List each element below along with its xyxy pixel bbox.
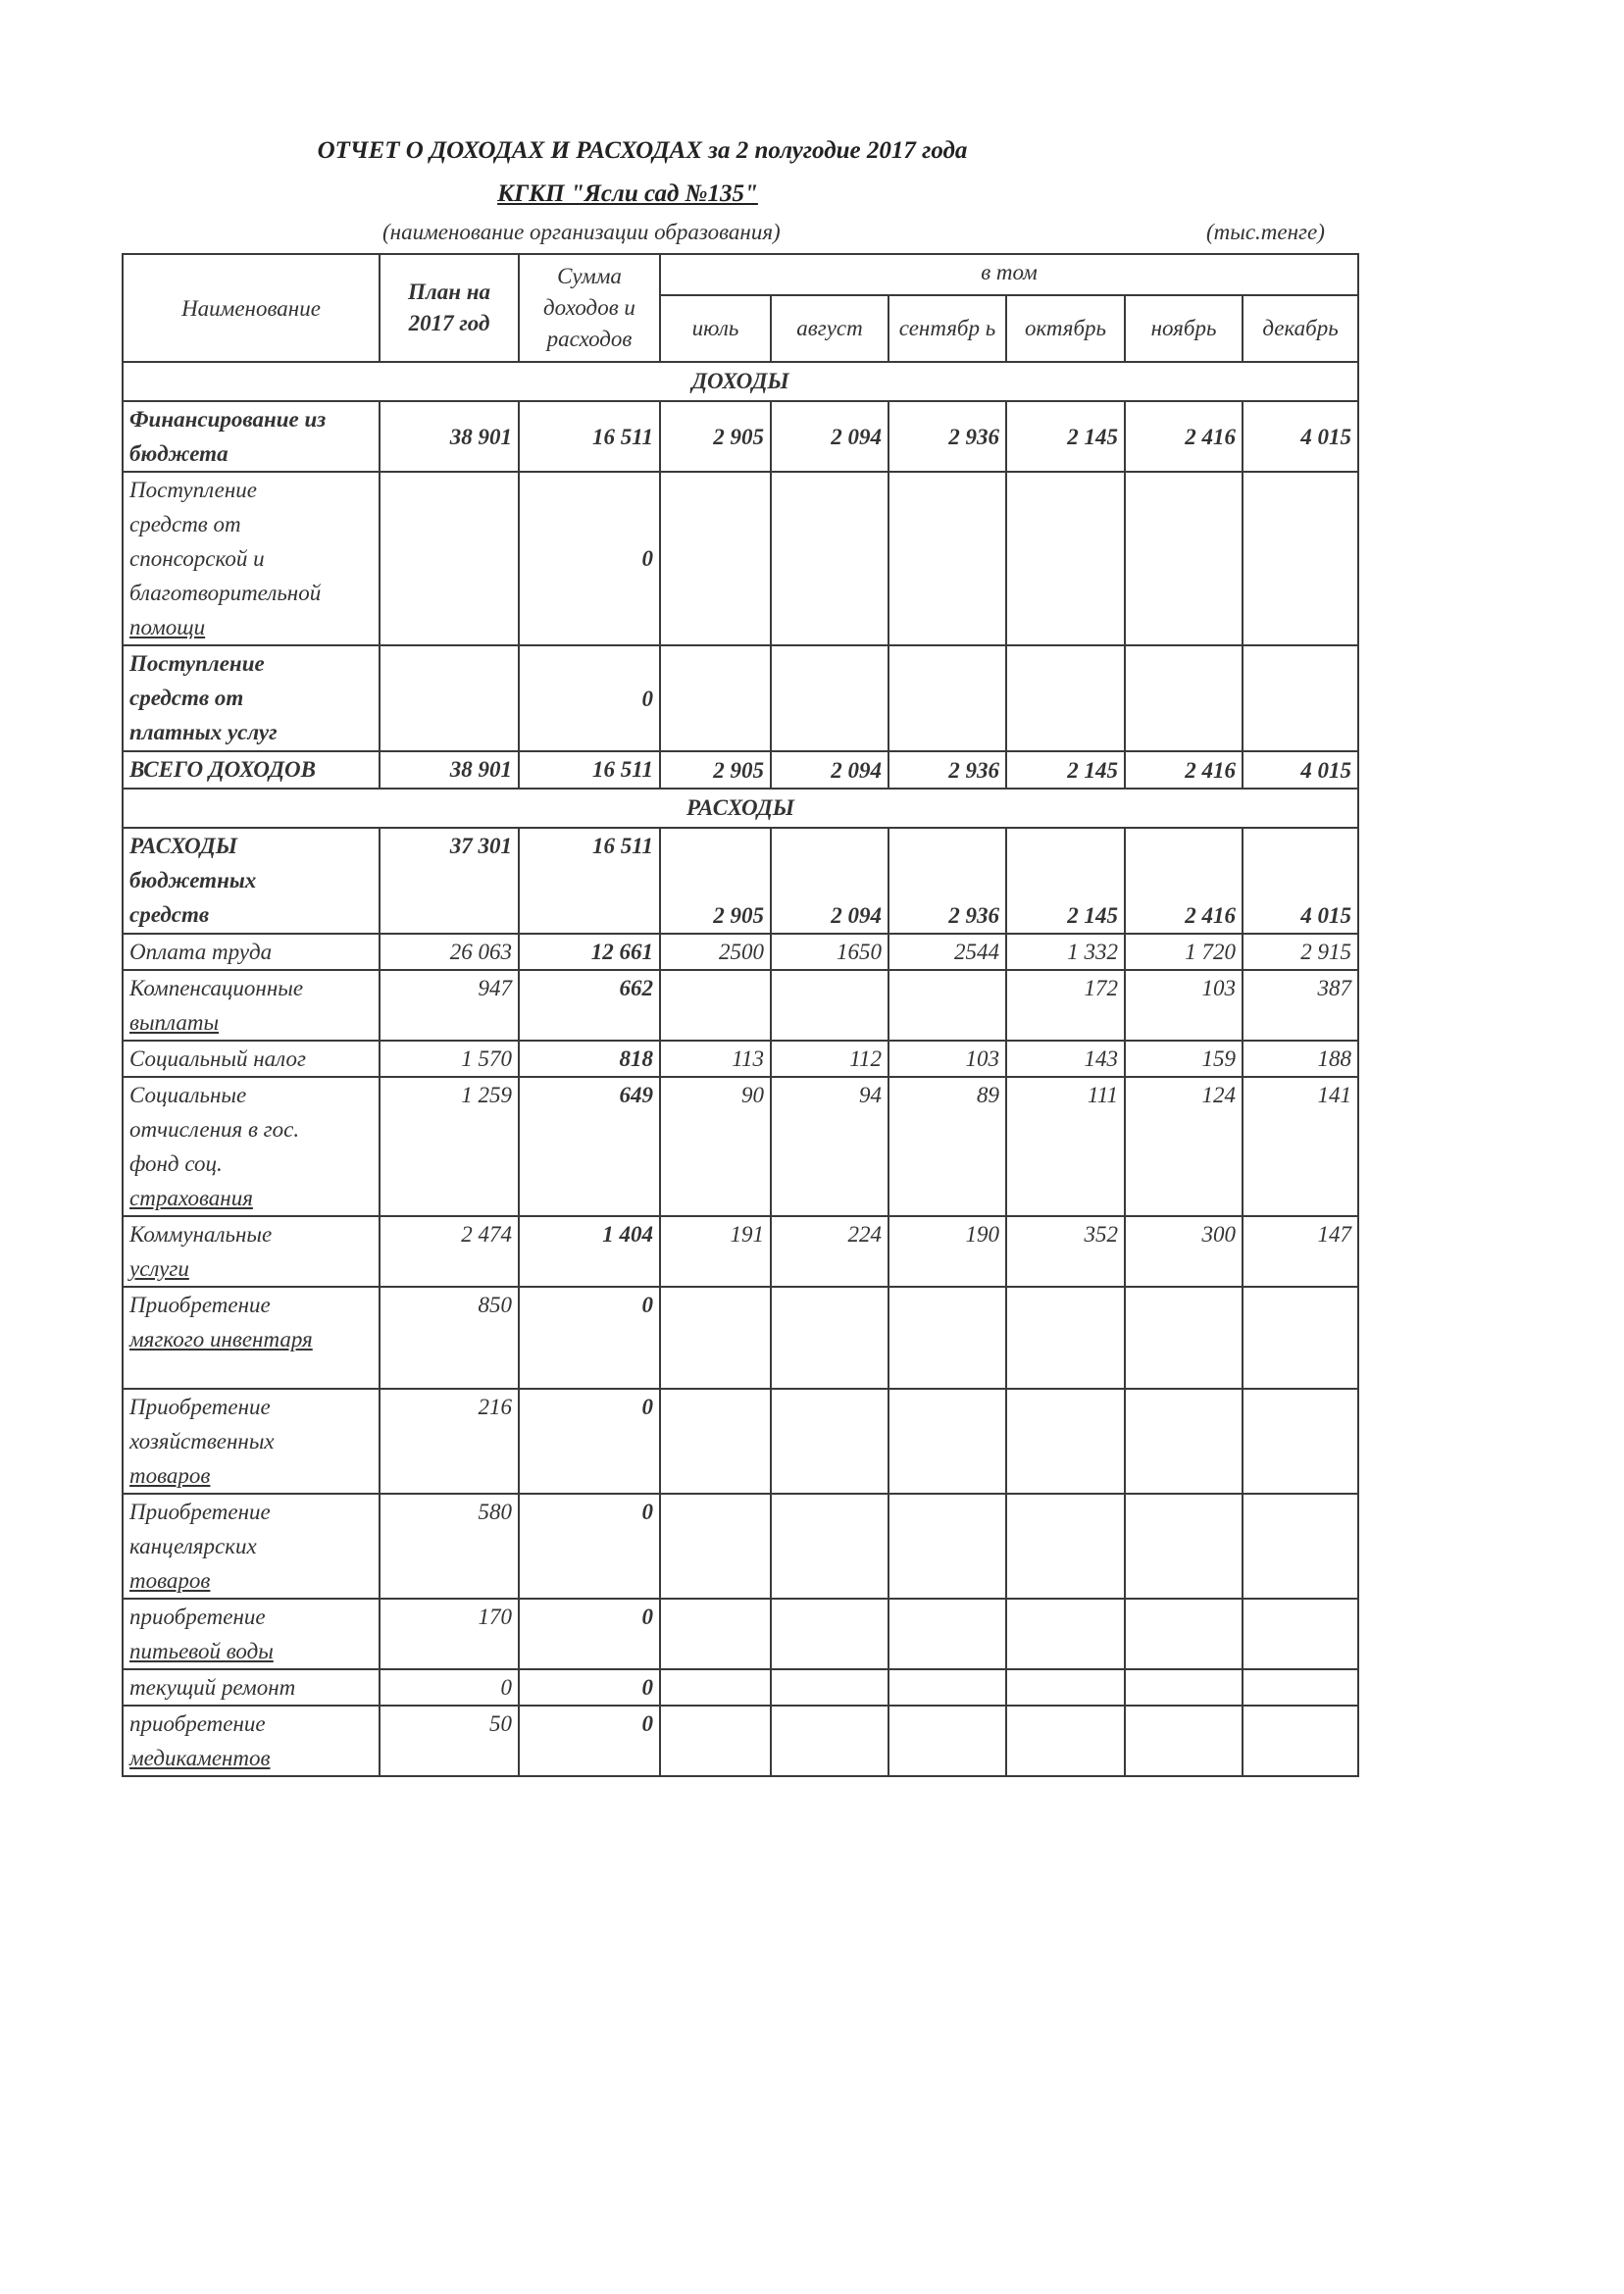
row-name-line: мягкого инвентаря (129, 1327, 313, 1351)
month-cell (1006, 1599, 1125, 1669)
month-cell (888, 1494, 1006, 1599)
row-name (123, 970, 380, 1041)
month-cell: 159 (1125, 1041, 1243, 1077)
month-cell: 2 145 (1006, 401, 1125, 472)
month-cell: 4 015 (1243, 751, 1358, 789)
row-name-line: канцелярских (129, 1534, 257, 1558)
row-name (123, 1494, 380, 1599)
month-cell (771, 1599, 888, 1669)
plan-cell: 947 (380, 970, 519, 1041)
row-name-line: приобретение (129, 1605, 266, 1629)
month-cell: 2 915 (1243, 934, 1358, 970)
plan-cell: 50 (380, 1706, 519, 1776)
header-month: ноябрь (1125, 295, 1243, 362)
row-name-line: средств (129, 902, 210, 927)
month-cell: 141 (1243, 1077, 1358, 1216)
row-name-line: Коммунальные (129, 1222, 273, 1247)
sum-cell: 16 511 (519, 401, 660, 472)
row-name-line: средств от (129, 686, 244, 710)
month-cell (1006, 1389, 1125, 1494)
row-name-line: медикаментов (129, 1746, 271, 1770)
row-name-line: средств от (129, 512, 241, 536)
sum-cell: 649 (519, 1077, 660, 1216)
month-cell: 112 (771, 1041, 888, 1077)
sum-cell: 16 511 (519, 751, 660, 789)
month-cell (771, 1706, 888, 1776)
row-name (123, 751, 380, 789)
sum-cell: 818 (519, 1041, 660, 1077)
month-cell (1006, 472, 1125, 645)
row-name-line: приобретение (129, 1711, 266, 1736)
row-name-line: товаров (129, 1463, 211, 1488)
row-name-line: помощи (129, 615, 206, 639)
month-cell: 2544 (888, 934, 1006, 970)
sum-cell: 12 661 (519, 934, 660, 970)
month-cell: 2 936 (888, 828, 1006, 934)
income-row (123, 645, 1358, 751)
report-table (122, 253, 1359, 1777)
row-name-line: РАСХОДЫ (129, 834, 238, 858)
row-name (123, 934, 380, 970)
sum-cell: 1 404 (519, 1216, 660, 1287)
income-section-title: ДОХОДЫ (123, 362, 1358, 401)
row-name-line: бюджетных (129, 868, 257, 892)
expense-total-row (123, 828, 1358, 934)
plan-cell: 170 (380, 1599, 519, 1669)
sum-cell: 0 (519, 1494, 660, 1599)
row-name-line: страхования (129, 1186, 253, 1210)
sum-cell: 0 (519, 472, 660, 645)
month-cell (1125, 1706, 1243, 1776)
row-name (123, 1599, 380, 1669)
row-name-line: отчисления в гос. (129, 1117, 300, 1142)
row-name (123, 1216, 380, 1287)
month-cell (660, 1669, 771, 1706)
month-cell (660, 1389, 771, 1494)
expense-section-row (123, 789, 1358, 828)
row-name-line: благотворительной (129, 581, 322, 605)
expense-row (123, 1216, 1358, 1287)
header-month: октябрь (1006, 295, 1125, 362)
sum-cell: 0 (519, 1669, 660, 1706)
month-cell (660, 1494, 771, 1599)
header-sum-line: доходов и (543, 295, 635, 320)
month-cell: 2 145 (1006, 751, 1125, 789)
month-cell: 2 905 (660, 401, 771, 472)
month-cell (771, 645, 888, 751)
header-row (123, 254, 1358, 295)
income-row (123, 472, 1358, 645)
sum-cell: 0 (519, 1287, 660, 1389)
month-cell (771, 1494, 888, 1599)
month-cell: 300 (1125, 1216, 1243, 1287)
row-name (123, 1706, 380, 1776)
row-name (123, 1287, 380, 1389)
month-cell (1125, 1494, 1243, 1599)
month-cell: 147 (1243, 1216, 1358, 1287)
row-name (123, 1041, 380, 1077)
month-cell: 89 (888, 1077, 1006, 1216)
plan-cell (380, 645, 519, 751)
income-row (123, 401, 1358, 472)
report-title: ОТЧЕТ О ДОХОДАХ И РАСХОДАХ за 2 полугодие 2017 года (317, 137, 968, 164)
month-cell: 2 936 (888, 401, 1006, 472)
month-cell (1243, 1287, 1358, 1389)
header-plan-line: 2017 год (408, 311, 490, 335)
row-name (123, 828, 380, 934)
expense-row (123, 1599, 1358, 1669)
row-name-line: Социальный налог (129, 1046, 306, 1071)
header-plan-line: План на (408, 280, 490, 304)
month-cell (888, 1669, 1006, 1706)
expense-section-title: РАСХОДЫ (123, 789, 1358, 828)
row-name (123, 472, 380, 645)
month-cell: 1 332 (1006, 934, 1125, 970)
month-cell: 143 (1006, 1041, 1125, 1077)
plan-cell: 2 474 (380, 1216, 519, 1287)
month-cell (1125, 1669, 1243, 1706)
month-cell (1125, 1599, 1243, 1669)
header-plan (380, 254, 519, 362)
plan-cell: 580 (380, 1494, 519, 1599)
month-cell (660, 472, 771, 645)
expense-row (123, 1287, 1358, 1389)
month-cell: 2 936 (888, 751, 1006, 789)
month-cell (771, 472, 888, 645)
row-name-line: Приобретение (129, 1500, 271, 1524)
month-cell: 113 (660, 1041, 771, 1077)
month-cell: 352 (1006, 1216, 1125, 1287)
month-cell: 224 (771, 1216, 888, 1287)
row-name-line: Оплата труда (129, 940, 273, 964)
row-name (123, 1669, 380, 1706)
plan-cell: 38 901 (380, 751, 519, 789)
header-month: сентябр ь (888, 295, 1006, 362)
sum-cell: 16 511 (519, 828, 660, 934)
month-cell: 2 094 (771, 401, 888, 472)
row-name-line: спонсорской и (129, 546, 265, 571)
month-cell: 2 416 (1125, 751, 1243, 789)
month-cell: 2500 (660, 934, 771, 970)
month-cell: 2 905 (660, 751, 771, 789)
header-month: июль (660, 295, 771, 362)
month-cell: 191 (660, 1216, 771, 1287)
month-cell: 1 720 (1125, 934, 1243, 970)
row-name (123, 1077, 380, 1216)
month-cell: 90 (660, 1077, 771, 1216)
month-cell (888, 1599, 1006, 1669)
month-cell (660, 1287, 771, 1389)
month-cell: 2 905 (660, 828, 771, 934)
plan-cell (380, 472, 519, 645)
plan-cell: 1 259 (380, 1077, 519, 1216)
row-name-line: Поступление (129, 478, 257, 502)
month-cell (1125, 472, 1243, 645)
month-cell: 4 015 (1243, 828, 1358, 934)
sum-cell: 662 (519, 970, 660, 1041)
plan-cell: 37 301 (380, 828, 519, 934)
month-cell (1006, 1669, 1125, 1706)
month-cell (1243, 645, 1358, 751)
report-body (123, 254, 1358, 1776)
month-cell: 103 (888, 1041, 1006, 1077)
month-cell: 2 145 (1006, 828, 1125, 934)
month-cell (660, 1599, 771, 1669)
month-cell (888, 1706, 1006, 1776)
month-cell: 2 416 (1125, 828, 1243, 934)
row-name-line: Поступление (129, 651, 265, 676)
header-group: в том (660, 254, 1358, 295)
month-cell (660, 645, 771, 751)
month-cell (771, 1389, 888, 1494)
row-name-line: ВСЕГО ДОХОДОВ (129, 757, 316, 782)
plan-cell: 0 (380, 1669, 519, 1706)
row-name (123, 645, 380, 751)
month-cell: 94 (771, 1077, 888, 1216)
header-sum (519, 254, 660, 362)
month-cell (888, 1287, 1006, 1389)
month-cell (1125, 1287, 1243, 1389)
month-cell (1125, 1389, 1243, 1494)
header-sum-line: Сумма (557, 264, 622, 288)
month-cell (1243, 1389, 1358, 1494)
row-name-line: товаров (129, 1568, 211, 1593)
month-cell (1006, 1494, 1125, 1599)
row-name-line: выплаты (129, 1010, 220, 1035)
sum-cell: 0 (519, 1599, 660, 1669)
expense-row (123, 1494, 1358, 1599)
units-label: (тыс.тенге) (1206, 220, 1325, 244)
month-cell (888, 645, 1006, 751)
month-cell (888, 970, 1006, 1041)
month-cell (1243, 472, 1358, 645)
row-name (123, 401, 380, 472)
row-name-line: фонд соц. (129, 1151, 223, 1176)
month-cell (1243, 1599, 1358, 1669)
row-name-line: платных услуг (129, 720, 278, 744)
month-cell (771, 970, 888, 1041)
header-month: август (771, 295, 888, 362)
expense-row (123, 1041, 1358, 1077)
month-cell: 172 (1006, 970, 1125, 1041)
expense-row (123, 1077, 1358, 1216)
month-cell (1125, 645, 1243, 751)
month-cell: 4 015 (1243, 401, 1358, 472)
row-name-line: Приобретение (129, 1395, 271, 1419)
organization-name: КГКП "Ясли сад №135" (497, 180, 758, 207)
month-cell (771, 1287, 888, 1389)
plan-cell: 26 063 (380, 934, 519, 970)
header-sum-line: расходов (546, 327, 633, 351)
row-name-line: услуги (129, 1256, 189, 1281)
row-name-line: Социальные (129, 1083, 247, 1107)
header-name: Наименование (123, 254, 380, 362)
plan-cell: 216 (380, 1389, 519, 1494)
month-cell: 2 094 (771, 751, 888, 789)
month-cell: 188 (1243, 1041, 1358, 1077)
month-cell: 124 (1125, 1077, 1243, 1216)
plan-cell: 38 901 (380, 401, 519, 472)
month-cell (888, 472, 1006, 645)
month-cell (1243, 1706, 1358, 1776)
month-cell (1006, 1706, 1125, 1776)
expense-row (123, 1706, 1358, 1776)
expense-row (123, 1669, 1358, 1706)
month-cell (888, 1389, 1006, 1494)
row-name-line: текущий ремонт (129, 1675, 296, 1700)
header-month: декабрь (1243, 295, 1358, 362)
month-cell (1243, 1669, 1358, 1706)
month-cell: 1650 (771, 934, 888, 970)
month-cell (771, 1669, 888, 1706)
row-name-line: бюджета (129, 441, 228, 466)
plan-cell: 850 (380, 1287, 519, 1389)
month-cell (660, 1706, 771, 1776)
sum-cell: 0 (519, 645, 660, 751)
month-cell: 190 (888, 1216, 1006, 1287)
income-total-row (123, 751, 1358, 789)
row-name (123, 1389, 380, 1494)
expense-row (123, 934, 1358, 970)
row-name-line: хозяйственных (129, 1429, 275, 1453)
row-name-line: питьевой воды (129, 1639, 274, 1663)
plan-cell: 1 570 (380, 1041, 519, 1077)
expense-row (123, 970, 1358, 1041)
month-cell (1006, 645, 1125, 751)
month-cell (1243, 1494, 1358, 1599)
sum-cell: 0 (519, 1706, 660, 1776)
row-name-line: Финансирование из (129, 407, 327, 432)
expense-row (123, 1389, 1358, 1494)
organization-caption: (наименование организации образования) (382, 220, 781, 244)
month-cell: 111 (1006, 1077, 1125, 1216)
row-name-line: Компенсационные (129, 976, 304, 1000)
month-cell (660, 970, 771, 1041)
month-cell: 387 (1243, 970, 1358, 1041)
income-section-row (123, 362, 1358, 401)
month-cell: 103 (1125, 970, 1243, 1041)
row-name-line: Приобретение (129, 1293, 271, 1317)
month-cell: 2 094 (771, 828, 888, 934)
month-cell (1006, 1287, 1125, 1389)
month-cell: 2 416 (1125, 401, 1243, 472)
sum-cell: 0 (519, 1389, 660, 1494)
